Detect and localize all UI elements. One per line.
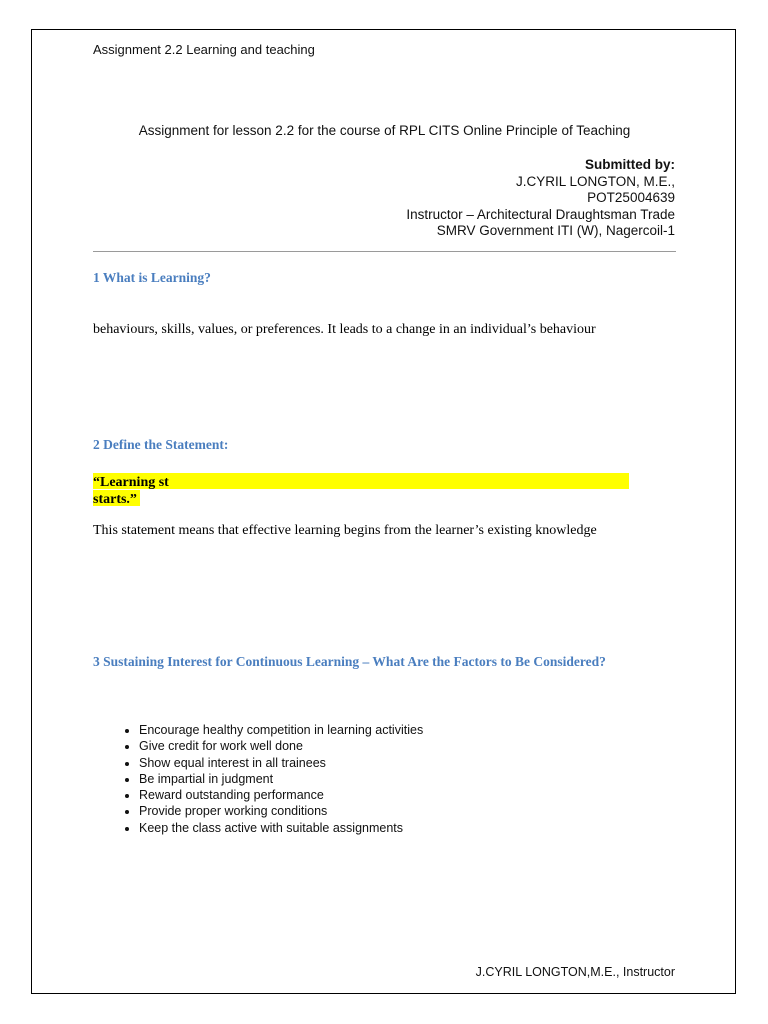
submitter-institute: SMRV Government ITI (W), Nagercoil-1 (436, 223, 675, 238)
document-page (31, 29, 736, 994)
assignment-title: Assignment for lesson 2.2 for the course of RPL CITS Online Principle of Teaching (138, 123, 631, 138)
submitter-role: Instructor – Architectural Draughtsman Trade (406, 206, 675, 222)
submitted-by-block (406, 157, 675, 240)
factors-list (113, 722, 423, 836)
quote-line2: starts.” (93, 492, 137, 507)
section2-heading: 2 Define the Statement: (93, 437, 229, 452)
highlighted-quote-line1 (93, 473, 629, 489)
list-item: • Encourage healthy competition in learning activities (139, 722, 423, 738)
submitted-by-label: Submitted by: (585, 157, 675, 172)
page-header: Assignment 2.2 Learning and teaching (93, 42, 315, 57)
list-item: • Provide proper working conditions (139, 803, 423, 819)
submitter-id: POT25004639 (587, 190, 675, 205)
page-footer: J.CYRIL LONGTON,M.E., Instructor (475, 965, 675, 979)
submitter-name: J.CYRIL LONGTON, M.E., (515, 173, 675, 189)
section2-body: This statement means that effective learning begins from the learner’s existing knowledge (93, 523, 597, 538)
list-item: • Give credit for work well done (139, 738, 423, 754)
section3-heading: 3 Sustaining Interest for Continuous Learning – What Are the Factors to Be Considered? (93, 654, 606, 669)
quote-line1: “Learning st (93, 475, 169, 490)
highlighted-quote-line2 (93, 490, 140, 506)
section1-body: behaviours, skills, values, or preferences. It leads to a change in an individual’s behaviour (93, 322, 596, 337)
list-item: • Keep the class active with suitable assignments (139, 820, 423, 836)
list-item: • Reward outstanding performance (139, 787, 423, 803)
section1-heading: 1 What is Learning? (93, 270, 211, 285)
list-item: • Show equal interest in all trainees (139, 755, 423, 771)
list-item: • Be impartial in judgment (139, 771, 423, 787)
horizontal-rule (93, 251, 676, 252)
